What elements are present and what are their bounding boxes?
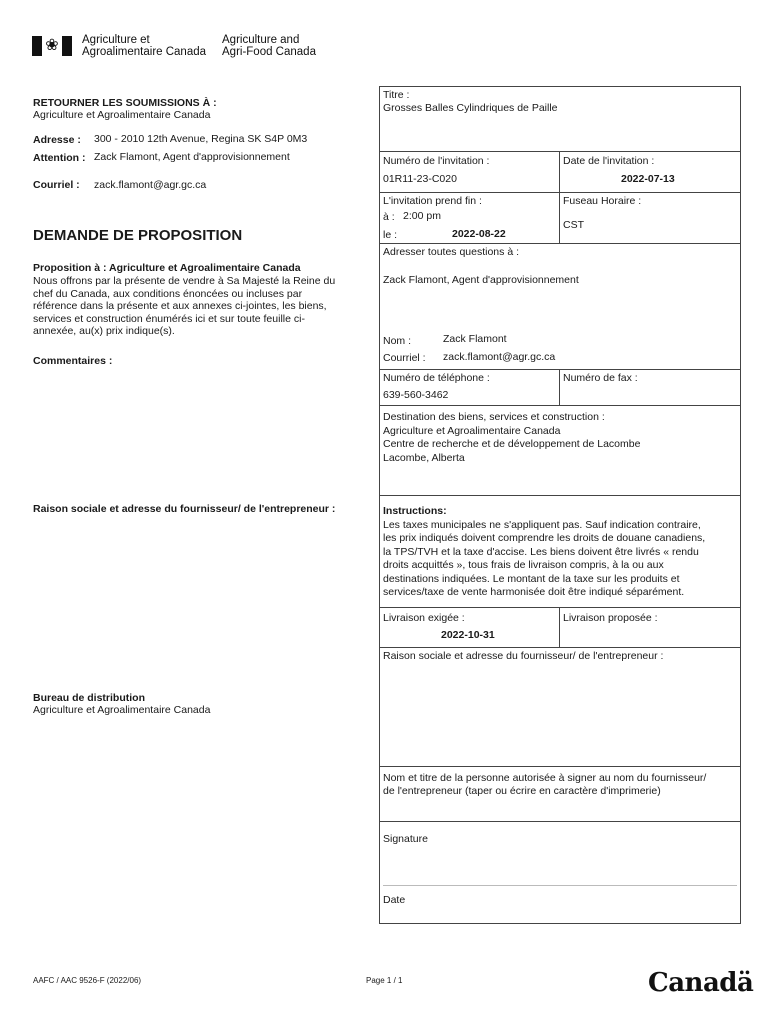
proposal-line: Nous offrons par la présente de vendre à Sa Majesté la Reine du	[33, 275, 336, 287]
divider	[379, 495, 741, 496]
divider	[379, 766, 741, 767]
invitation-date-label: Date de l'invitation :	[563, 155, 655, 167]
fax-label: Numéro de fax :	[563, 372, 638, 384]
closes-label: L'invitation prend fin :	[383, 195, 482, 207]
dept-fr-line1: Agriculture et	[82, 34, 150, 46]
instructions-line: droits acquittés », tous frais de livraison compris, à la ou aux	[383, 559, 664, 571]
proposal-line: annexée, au(x) prix indique(s).	[33, 325, 175, 337]
attention-value: Zack Flamont, Agent d'approvisionnement	[94, 151, 290, 163]
title-label: Titre :	[383, 89, 410, 101]
address-label: Adresse :	[33, 134, 81, 146]
signatory-line: de l'entrepreneur (taper ou écrire en caractère d'imprimerie)	[383, 784, 661, 797]
invitation-number-label: Numéro de l'invitation :	[383, 155, 490, 167]
comments-label: Commentaires :	[33, 355, 113, 367]
contact-email-value[interactable]: zack.flamont@agr.gc.ca	[443, 351, 556, 363]
divider	[379, 192, 741, 193]
dept-name-en	[222, 34, 316, 58]
email-value: zack.flamont@agr.gc.ca	[94, 179, 207, 191]
closes-at-value[interactable]: 2:00 pm	[403, 210, 441, 222]
destination-line: Lacombe, Alberta	[383, 451, 465, 464]
signature-label: Signature	[383, 833, 428, 845]
title-value[interactable]: Grosses Balles Cylindriques de Paille	[383, 102, 558, 114]
destination-block	[383, 411, 640, 465]
timezone-label: Fuseau Horaire :	[563, 195, 642, 207]
instructions-line: Les taxes municipales ne s'appliquent pas. Sauf indication contraire,	[383, 518, 701, 531]
date-label: Date	[383, 894, 406, 906]
divider	[379, 243, 741, 244]
divider	[379, 821, 741, 822]
office-label: Bureau de distribution	[33, 692, 146, 704]
instructions-line: les prix indiqués doivent comprendre les droits de douane canadiens,	[383, 532, 706, 544]
signatory-block	[383, 772, 706, 797]
destination-line: Agriculture et Agroalimentaire Canada	[383, 424, 561, 437]
signatory-line: Nom et titre de la personne autorisée à signer au nom du fournisseur/	[383, 772, 707, 784]
address-value: 300 - 2010 12th Avenue, Regina SK S4P 0M3	[94, 133, 308, 145]
instructions-line: la TPS/TVH et la taxe d'accise. Les biens doivent être livrés « rendu	[383, 545, 699, 558]
timezone-value[interactable]: CST	[563, 219, 584, 231]
dept-en-line1: Agriculture and	[222, 34, 300, 46]
left-supplier-label: Raison sociale et adresse du fournisseur/ de l'entrepreneur :	[33, 503, 336, 515]
contact-name-value[interactable]: Zack Flamont	[443, 333, 507, 345]
questions-label: Adresser toutes questions à :	[383, 246, 519, 258]
office-value: Agriculture et Agroalimentaire Canada	[33, 704, 211, 716]
proposal-text	[33, 275, 335, 338]
canada-wordmark: Canadä	[648, 968, 754, 998]
signature-field[interactable]	[383, 848, 737, 883]
page-number: Page 1 / 1	[366, 976, 403, 985]
delivery-required-value[interactable]: 2022-10-31	[441, 629, 495, 641]
invitation-date-value[interactable]: 2022-07-13	[621, 173, 675, 185]
phone-value[interactable]: 639-560-3462	[383, 389, 449, 401]
proposal-line: chef du Canada, aux conditions énoncées ou incluses par	[33, 287, 303, 300]
closes-on-value[interactable]: 2022-08-22	[452, 228, 506, 240]
instructions-block	[383, 505, 737, 600]
proposal-heading: Proposition à : Agriculture et Agroalimentaire Canada	[33, 262, 301, 274]
phone-label: Numéro de téléphone :	[383, 372, 490, 384]
divider	[383, 885, 737, 886]
destination-label: Destination des biens, services et construction :	[383, 411, 605, 423]
divider	[379, 151, 741, 152]
form-code: AAFC / AAC 9526-F (2022/06)	[33, 976, 142, 985]
divider	[559, 151, 560, 243]
questions-value[interactable]: Zack Flamont, Agent d'approvisionnement	[383, 274, 579, 286]
divider	[379, 369, 741, 370]
supplier-label: Raison sociale et adresse du fournisseur/ de l'entrepreneur :	[383, 650, 664, 662]
instructions-line: destinations indiquées. Le montant de la taxe sur les produits et	[383, 572, 680, 585]
invitation-number-value[interactable]: 01R11-23-C020	[383, 173, 457, 185]
divider	[559, 369, 560, 405]
destination-line: Centre de recherche et de développement de Lacombe	[383, 438, 641, 450]
return-org: Agriculture et Agroalimentaire Canada	[33, 109, 211, 121]
divider	[559, 607, 560, 647]
rfp-title: DEMANDE DE PROPOSITION	[33, 227, 243, 244]
closes-at-label: à :	[383, 211, 395, 223]
delivery-required-label: Livraison exigée :	[383, 612, 465, 624]
dept-fr-line2: Agroalimentaire Canada	[82, 46, 207, 58]
canada-flag-icon: ❀	[32, 36, 72, 56]
closes-on-label: le :	[383, 229, 398, 241]
proposal-line: référence dans la présente et aux annexes ci-jointes, les biens,	[33, 300, 327, 312]
contact-name-label: Nom :	[383, 335, 412, 347]
instructions-label: Instructions:	[383, 505, 447, 517]
email-label: Courriel :	[33, 179, 80, 191]
divider	[379, 405, 741, 406]
attention-label: Attention :	[33, 152, 86, 164]
instructions-line: services/taxe de vente harmonisée doit être indiqué séparément.	[383, 586, 685, 598]
divider	[379, 607, 741, 608]
dept-en-line2: Agri-Food Canada	[222, 46, 316, 58]
dept-name-fr	[82, 34, 206, 58]
contact-email-label: Courriel :	[383, 352, 426, 364]
proposal-line: services et construction énumérés ici et sur toute feuille ci-	[33, 312, 305, 325]
supplier-field[interactable]	[383, 668, 737, 762]
date-field[interactable]	[420, 890, 737, 920]
divider	[379, 647, 741, 648]
delivery-proposed-label: Livraison proposée :	[563, 612, 658, 624]
return-title: RETOURNER LES SOUMISSIONS À :	[33, 97, 217, 109]
